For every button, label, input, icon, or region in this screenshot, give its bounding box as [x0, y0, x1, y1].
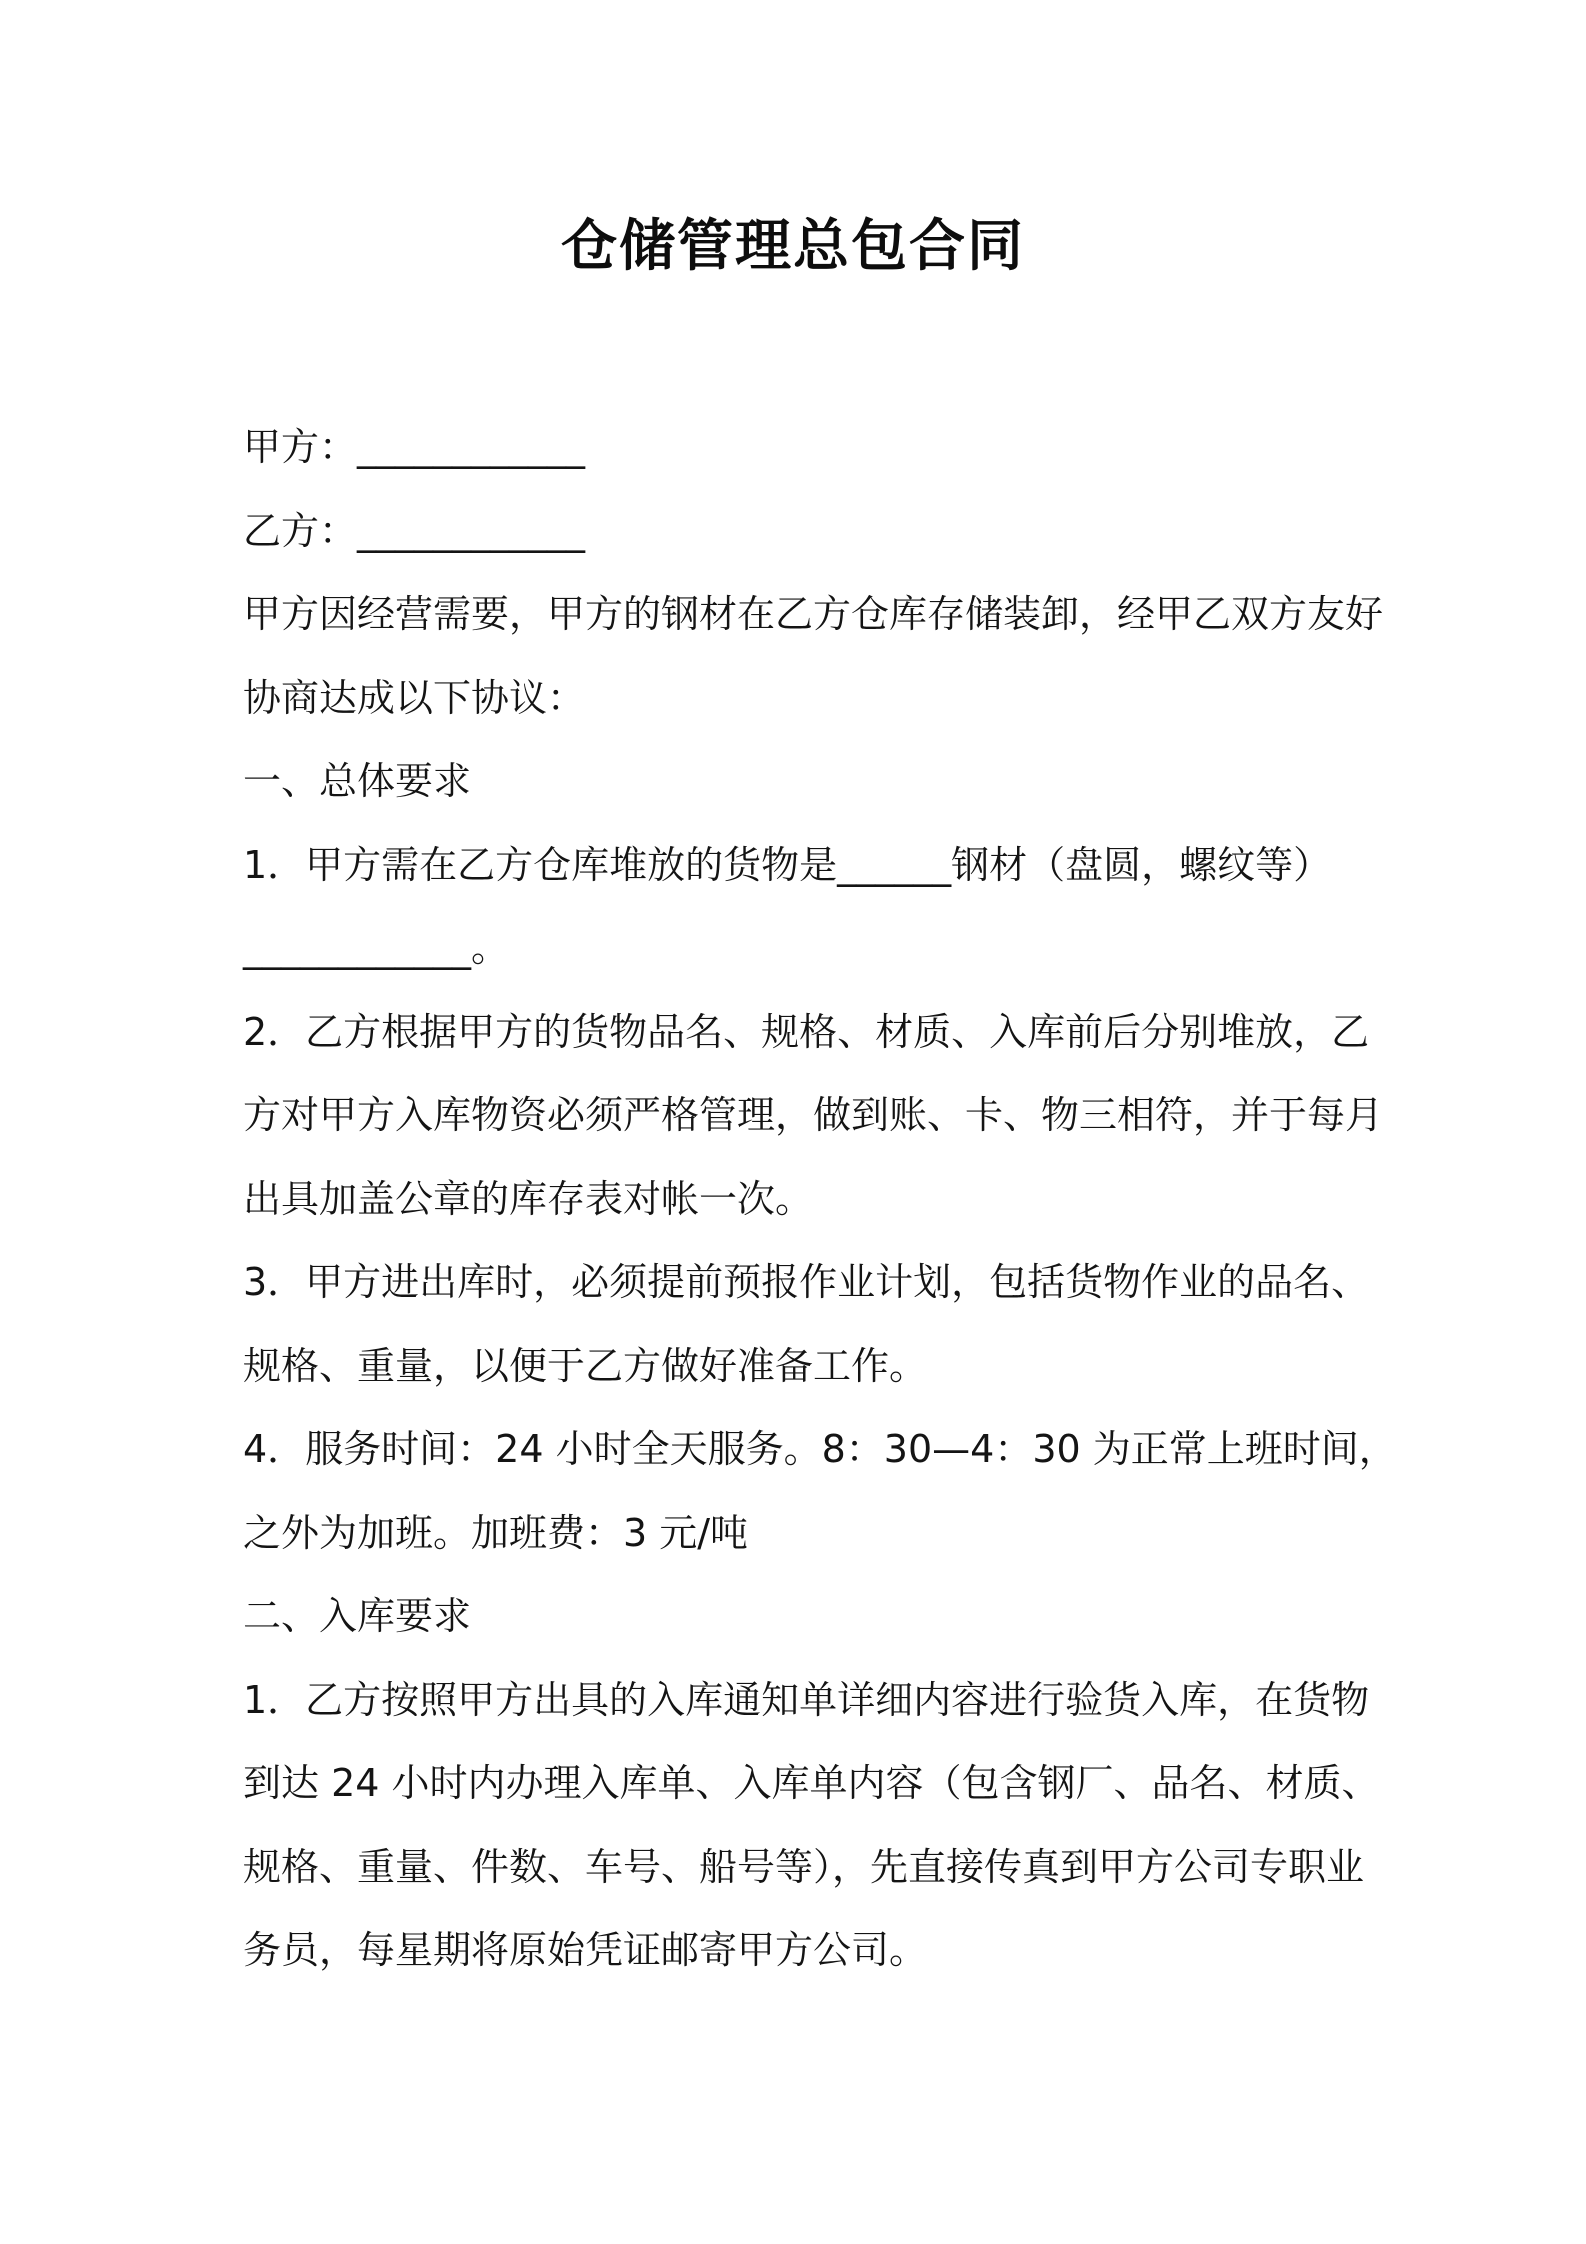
paragraph-line: 到达 24 小时内办理入库单、入库单内容（包含钢厂、品名、材质、 [243, 1761, 1380, 1805]
paragraph-line: ____________。 [243, 926, 510, 970]
paragraph-line: 4．服务时间：24 小时全天服务。8：30—4：30 为正常上班时间， [243, 1427, 1397, 1471]
paragraph-line: 规格、重量、件数、车号、船号等），先直接传真到甲方公司专职业 [243, 1844, 1365, 1889]
paragraph-line: 甲方因经营需要，甲方的钢材在乙方仓库存储装卸，经甲乙双方友好 [243, 592, 1384, 636]
paragraph-line: 规格、重量，以便于乙方做好准备工作。 [243, 1343, 928, 1388]
paragraph-line: 2．乙方根据甲方的货物品名、规格、材质、入库前后分别堆放，乙 [243, 1009, 1370, 1054]
document-body [243, 406, 1397, 1993]
paragraph-line: 方对甲方入库物资必须严格管理，做到账、卡、物三相符，并于每月 [243, 1093, 1384, 1137]
paragraph-line: 出具加盖公章的库存表对帐一次。 [243, 1176, 814, 1221]
section-heading: 一、总体要求 [243, 759, 472, 803]
party-b-line: 乙方：____________ [243, 508, 586, 553]
party-a-line: 甲方：____________ [243, 425, 586, 469]
paragraph-line: 1．乙方按照甲方出具的入库通知单详细内容进行验货入库，在货物 [243, 1677, 1370, 1722]
paragraph-line: 务员，每星期将原始凭证邮寄甲方公司。 [243, 1928, 928, 1972]
paragraph-line: 之外为加班。加班费：3 元/吨 [243, 1510, 749, 1555]
paragraph-line: 1．甲方需在乙方仓库堆放的货物是______钢材（盘圆，螺纹等） [243, 842, 1332, 887]
section-heading: 二、入库要求 [243, 1594, 472, 1638]
paragraph-line: 协商达成以下协议： [243, 675, 586, 720]
document-title: 仓储管理总包合同 [561, 214, 1025, 279]
paragraph-line: 3．甲方进出库时，必须提前预报作业计划，包括货物作业的品名、 [243, 1260, 1370, 1304]
